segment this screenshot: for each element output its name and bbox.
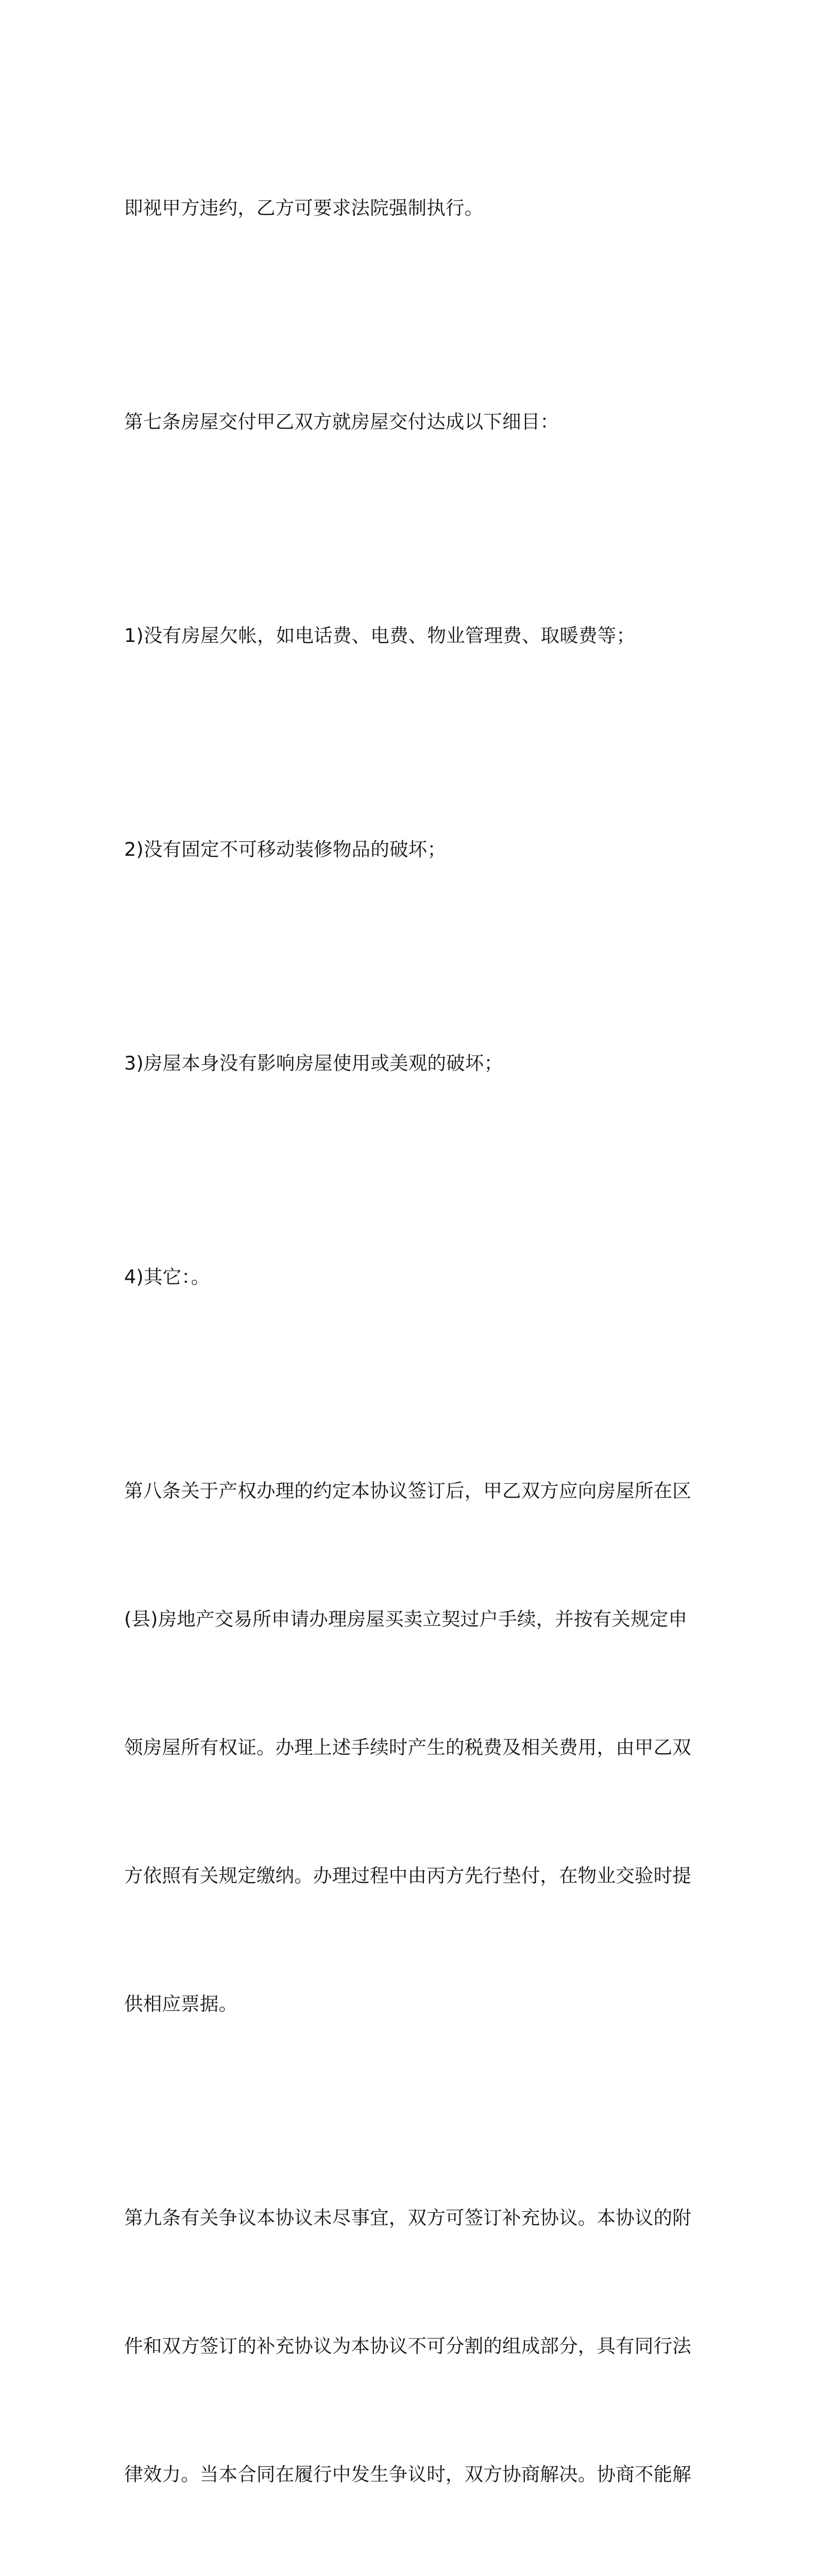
paragraph-article-8-property-rights	[124, 1384, 701, 2111]
text-line: 第七条房屋交付甲乙双方就房屋交付达成以下细目：	[124, 411, 559, 433]
list-item-3	[124, 956, 701, 1170]
text-line: (县)房地产交易所申请办理房屋买卖立契过户手续，并按有关规定申	[124, 1608, 688, 1630]
document-body	[124, 101, 701, 2576]
text-line: 即视甲方违约，乙方可要求法院强制执行。	[124, 197, 484, 219]
text-line: 1)没有房屋欠帐，如电话费、电费、物业管理费、取暖费等；	[124, 624, 636, 647]
text-line: 第九条有关争议本协议未尽事宜，双方可签订补充协议。本协议的附	[124, 2207, 691, 2229]
text-line: 律效力。当本合同在履行中发生争议时，双方协商解决。协商不能解	[124, 2463, 691, 2485]
text-line: 件和双方签订的补充协议为本协议不可分割的组成部分，具有同行法	[124, 2335, 691, 2357]
text-line: 2)没有固定不可移动装修物品的破坏；	[124, 838, 447, 860]
text-line: 供相应票据。	[124, 1993, 238, 2015]
text-line: 4)其它：。	[124, 1266, 210, 1288]
list-item-4	[124, 1170, 701, 1384]
list-item-1	[124, 529, 701, 742]
paragraph-article-9-disputes	[124, 2111, 701, 2576]
text-line: 第八条关于产权办理的约定本协议签订后，甲乙双方应向房屋所在区	[124, 1480, 691, 1502]
text-line: 方依照有关规定缴纳。办理过程中由丙方先行垫付，在物业交验时提	[124, 1865, 691, 1887]
text-line: 领房屋所有权证。办理上述手续时产生的税费及相关费用，由甲乙双	[124, 1736, 691, 1758]
text-line: 3)房屋本身没有影响房屋使用或美观的破坏；	[124, 1052, 503, 1074]
list-item-2	[124, 742, 701, 956]
paragraph-continuation	[124, 101, 701, 315]
paragraph-article-7-house-delivery	[124, 315, 701, 529]
